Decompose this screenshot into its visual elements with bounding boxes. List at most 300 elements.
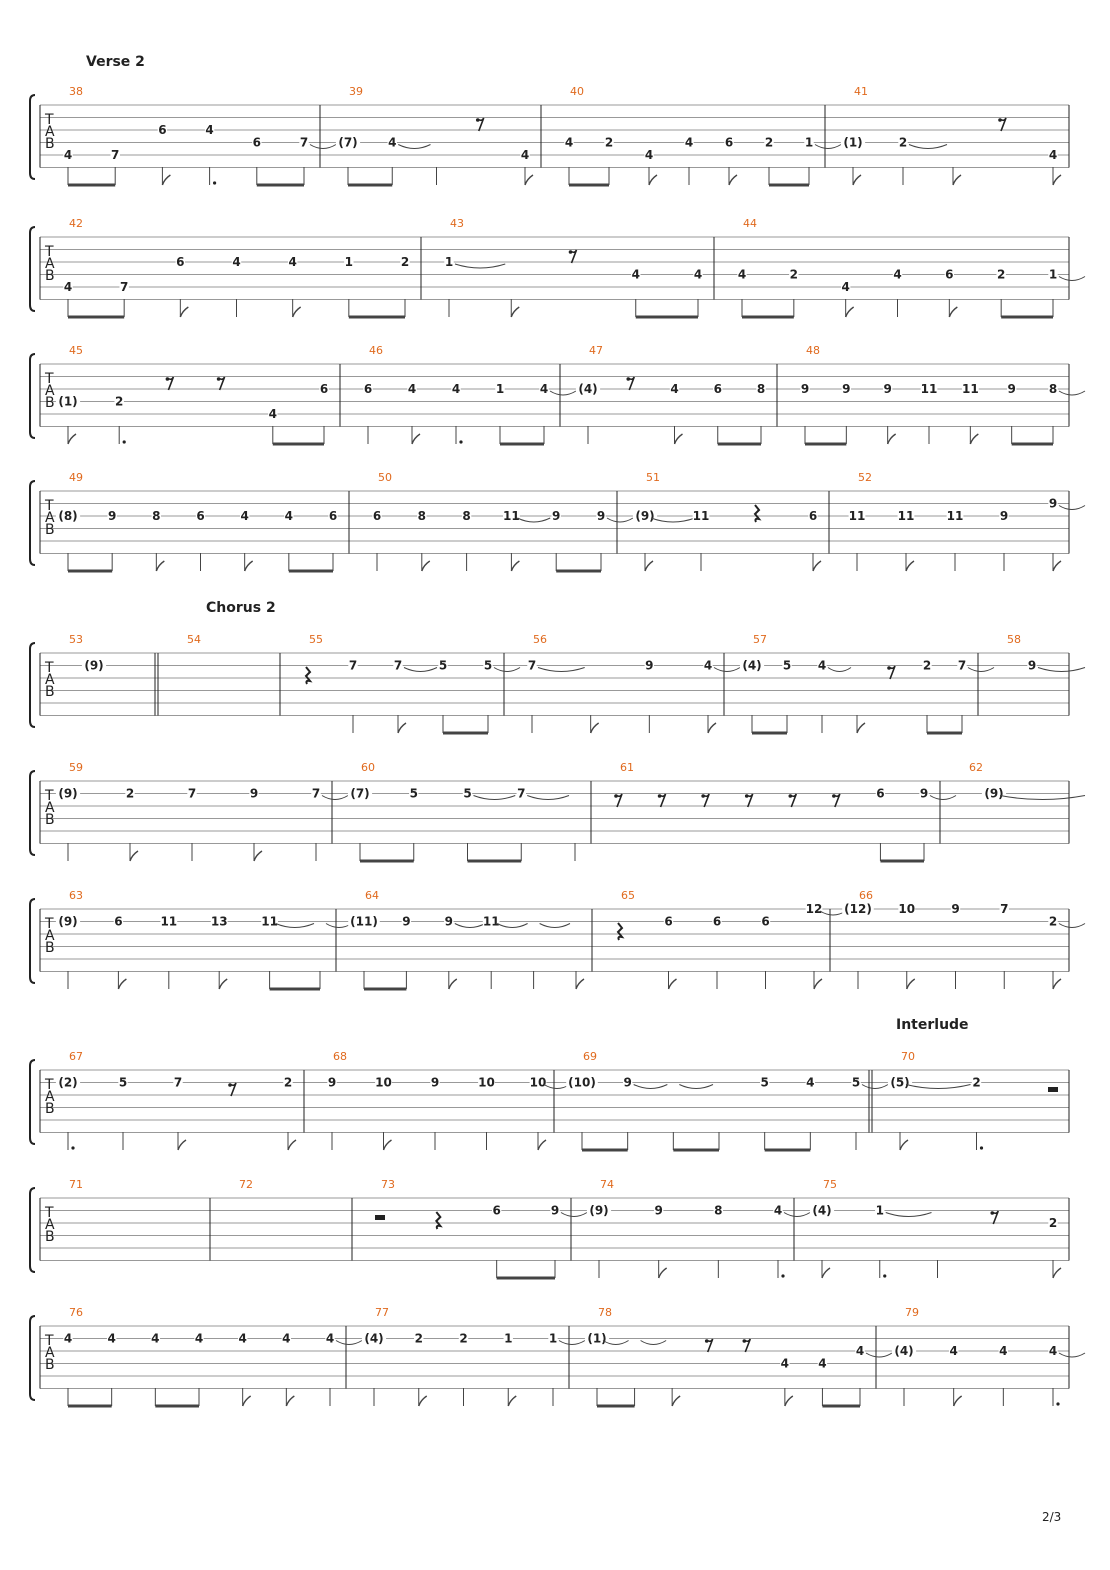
tie-arc [866,1353,892,1357]
fret-number: 6 [176,255,185,269]
measure-number: 43 [450,217,464,230]
fret-number: 5 [463,786,472,801]
tie-arc [322,796,348,800]
measure-number: 58 [1007,633,1021,646]
fret-number: 6 [724,135,734,150]
measure [63,85,336,185]
fret-number: 8 [152,509,161,523]
fret-number: 6 [196,509,205,523]
measure [63,1306,362,1406]
note-flag [669,979,677,989]
fret-number: 4 [806,1075,815,1090]
note-flag [953,175,961,185]
note-flag [511,307,519,317]
staff-row [30,1178,1069,1278]
fret-number: 5 [483,658,493,673]
measure-number: 42 [69,217,83,230]
measure-number: 51 [646,471,660,484]
fret-number: 7 [111,148,120,162]
half-rest [1048,1087,1058,1092]
fret-number: 4 [1048,1344,1058,1358]
eighth-rest-dot [166,377,170,381]
measure-number: 68 [333,1050,347,1063]
fret-number: 11 [848,509,866,523]
note-flag [708,723,716,733]
fret-number: 7 [187,786,197,801]
staff-bracket [30,1316,35,1400]
measure-number: 64 [365,889,379,902]
fret-number: 4 [684,135,694,150]
note-flag [846,307,854,317]
measure-number: 77 [375,1306,389,1319]
measure [737,217,1085,317]
tie-arc [1038,668,1085,672]
tab-clef-letter: T [45,1077,54,1093]
fret-number: 4 [644,148,654,162]
measure [56,344,340,444]
fret-number: 10 [529,1075,547,1090]
fret-number: 9 [249,786,259,801]
fret-number: 6 [761,914,770,929]
fret-number: 4 [773,1203,783,1218]
fret-number: 7 [957,658,967,673]
measure [56,1050,304,1150]
measure [842,889,1085,989]
measure [327,1050,570,1150]
fret-number: 4 [999,1344,1008,1358]
measure [363,344,576,444]
fret-number: 6 [158,123,167,137]
note-flag [178,1140,186,1150]
eighth-rest-dot [228,1083,232,1087]
measure [306,633,520,733]
fret-number: 9 [550,1203,560,1218]
note-flag [949,307,957,317]
measure-number: 76 [69,1306,83,1319]
tab-clef-letter: T [45,371,54,387]
fret-number: (4) [364,1331,384,1346]
fret-number: 4 [703,658,713,673]
fret-number: 6 [114,914,123,929]
tie-arc [455,924,485,928]
fret-number: 12 [805,902,823,916]
fret-number: 1 [444,255,454,269]
fret-number: (4) [894,1344,914,1358]
measure [618,889,846,989]
measure-number: 60 [361,761,375,774]
fret-number: (9) [589,1203,609,1218]
eighth-rest-dot [832,794,836,798]
measure [587,1178,810,1278]
note-flag [1053,979,1061,989]
fret-number: 6 [492,1203,501,1218]
dotted-note-dot [1056,1402,1059,1405]
note-flag [511,561,519,571]
fret-number: (11) [350,914,378,929]
note-flag [243,1396,251,1406]
fret-number: 9 [645,658,654,673]
note-flag [525,175,533,185]
fret-number: (12) [844,902,872,916]
tie-arc [326,924,352,928]
staff-bracket [30,481,35,565]
measure-number: 78 [598,1306,612,1319]
tie-arc [714,668,740,672]
eighth-rest-dot [705,1339,709,1343]
fret-number: 8 [462,509,471,523]
note-flag [822,1268,830,1278]
fret-number: 6 [876,786,885,801]
fret-number: 1 [548,1331,558,1346]
fret-number: 9 [327,1075,337,1090]
fret-number: 9 [1007,382,1016,396]
note-flag [576,979,584,989]
fret-number: 4 [855,1344,865,1358]
fret-number: 7 [348,658,358,673]
staff-bracket [30,1188,35,1272]
eighth-rest-dot [998,118,1002,122]
fret-number: 11 [482,914,500,929]
fret-number: 10 [375,1075,392,1090]
page-number: 2/3 [1042,1510,1062,1524]
note-flag [180,307,188,317]
tie-arc [815,145,841,149]
tab-clef-letter: A [45,1089,55,1105]
fret-number: 1 [875,1203,884,1218]
fret-number: 1 [1048,267,1058,282]
fret-number: (10) [568,1075,596,1090]
tie-arc [679,1085,713,1089]
fret-number: 2 [789,267,799,282]
fret-number: 6 [363,382,373,396]
section-label: Interlude [896,1017,969,1033]
measure-number: 63 [69,889,83,902]
measure [56,471,349,571]
note-flag [729,175,737,185]
fret-number: 2 [764,135,774,150]
note-flag [538,1140,546,1150]
note-flag [675,434,683,444]
fret-number: 4 [407,382,417,396]
fret-number: 8 [714,1203,723,1218]
measure-number: 57 [753,633,767,646]
tab-clef-letter: T [45,660,54,676]
tab-clef-letter: B [45,395,55,411]
tie-arc [909,145,947,149]
tie-arc [561,1213,587,1217]
eighth-rest-dot [742,1339,746,1343]
note-flag [398,723,406,733]
tab-clef-letter: B [45,1357,55,1373]
fret-number: 6 [328,509,338,523]
note-flag [219,979,227,989]
fret-number: 7 [299,135,309,150]
fret-number: 4 [949,1344,958,1358]
staff-row [30,471,1085,571]
measure-number: 55 [309,633,323,646]
note-flag [659,1268,667,1278]
fret-number: 6 [945,267,954,282]
note-flag [162,175,170,185]
fret-number: (4) [742,658,762,673]
measure-number: 59 [69,761,83,774]
fret-number: (4) [578,382,598,396]
measure [849,471,1085,571]
measure [564,85,841,185]
note-flag [286,1396,294,1406]
fret-number: 7 [1000,902,1009,916]
half-rest [375,1215,385,1220]
fret-number: 7 [527,658,537,673]
tab-clef-letter: B [45,940,55,956]
eighth-rest-dot [887,666,891,670]
measure-number: 79 [905,1306,919,1319]
tie-arc [398,145,430,149]
tie-arc [276,924,314,928]
tie-arc [1059,506,1085,510]
fret-number: 11 [692,509,710,523]
note-flag [900,1140,908,1150]
fret-number: 9 [919,786,929,801]
measure-number: 75 [823,1178,837,1191]
tab-clef-letter: B [45,522,55,538]
fret-number: 4 [284,509,294,523]
tie-arc [607,518,633,522]
measure-number: 50 [378,471,392,484]
fret-number: 4 [238,1331,247,1346]
fret-number: 2 [604,135,614,150]
fret-number: 5 [438,658,448,673]
fret-number: 9 [654,1203,663,1218]
fret-number: 9 [951,902,960,916]
measure-number: 72 [239,1178,253,1191]
tie-arc [494,668,520,672]
fret-number: 9 [444,914,453,929]
dotted-note-dot [781,1274,784,1277]
tab-clef-letter: B [45,812,55,828]
dotted-note-dot [71,1146,74,1149]
note-flag [1053,561,1061,571]
tab-clef-letter: A [45,1217,55,1233]
fret-number: 6 [808,509,818,523]
note-flag [857,723,865,733]
fret-number: (9) [84,658,104,673]
measure-number: 56 [533,633,547,646]
eighth-rest-dot [701,794,705,798]
fret-number: 4 [817,658,827,673]
fret-number: 2 [1048,1216,1058,1230]
fret-number: 7 [311,786,321,801]
staff-bracket [30,771,35,855]
fret-number: 4 [1048,148,1058,162]
measure-number: 69 [583,1050,597,1063]
tie-arc [820,911,846,915]
measure [633,471,829,571]
fret-number: 11 [897,509,915,523]
fret-number: 11 [503,509,520,523]
note-flag [254,851,262,861]
fret-number: (7) [350,786,370,801]
measure [614,761,956,861]
section-label: Chorus 2 [206,600,276,616]
fret-number: (9) [58,786,78,801]
staff-bracket [30,899,35,983]
eighth-rest-dot [788,794,792,798]
tab-clef-letter: A [45,672,55,688]
staff-row [30,1306,1085,1406]
tie-arc [930,796,956,800]
tie-arc [310,145,336,149]
tab-clef-letter: T [45,244,54,260]
dotted-note-dot [459,440,462,443]
fret-number: 9 [999,509,1009,523]
measure-number: 45 [69,344,83,357]
fret-number: 1 [495,382,505,396]
fret-number: 4 [240,509,249,523]
fret-number: 9 [402,914,411,929]
fret-number: 5 [851,1075,861,1090]
fret-number: 2 [898,135,908,150]
measure-number: 44 [743,217,757,230]
measure-number: 65 [621,889,635,902]
tab-clef-letter: B [45,684,55,700]
note-flag [449,979,457,989]
staff-bracket [30,354,35,438]
fret-number: 6 [664,914,673,929]
dotted-note-dot [123,440,126,443]
note-flag [288,1140,296,1150]
note-flag [118,979,126,989]
measure-number: 70 [901,1050,915,1063]
tie-arc [517,518,550,522]
staff-row [30,85,1069,185]
fret-number: 4 [63,280,73,294]
fret-number: 2 [972,1075,981,1090]
quarter-rest [618,923,622,940]
fret-number: 4 [268,407,277,421]
note-flag [412,434,420,444]
eighth-rest-dot [745,794,749,798]
fret-number: (9) [635,509,655,523]
measure-number: 61 [620,761,634,774]
tab-clef-letter: B [45,268,55,284]
fret-number: 6 [372,509,382,523]
tie-arc [544,1085,570,1089]
eighth-rest-dot [658,794,662,798]
fret-number: 5 [760,1075,769,1090]
dotted-note-dot [213,181,216,184]
tab-clef-letter: A [45,1345,55,1361]
tie-arc [968,668,994,672]
fret-number: 4 [564,135,574,150]
measure [585,1306,892,1406]
eighth-rest-dot [990,1211,994,1215]
measure [56,761,348,861]
note-flag [293,307,301,317]
tab-clef-letter: A [45,928,55,944]
fret-number: 5 [409,786,418,801]
eighth-rest-dot [626,377,630,381]
measure-number: 53 [69,633,83,646]
fret-number: 8 [1048,382,1058,396]
staff-bracket [30,1060,35,1144]
tie-arc [1059,277,1085,281]
measure-number: 73 [381,1178,395,1191]
tie-arc [527,796,569,800]
note-flag [384,1140,392,1150]
tie-arc [336,1341,362,1345]
fret-number: 10 [478,1075,495,1090]
fret-number: 7 [119,280,129,294]
fret-number: 4 [194,1331,204,1346]
tab-clef-letter: A [45,383,55,399]
fret-number: 9 [883,382,892,396]
tie-arc [497,924,527,928]
measure-number: 52 [858,471,872,484]
fret-number: 9 [1027,658,1037,673]
fret-number: 4 [451,382,461,396]
fret-number: 4 [631,267,640,282]
measure-number: 54 [187,633,201,646]
measure [810,1178,1069,1278]
note-flag [68,434,76,444]
measure [63,217,421,317]
fret-number: 5 [118,1075,128,1090]
tie-arc [634,1085,668,1089]
fret-number: 9 [596,509,606,523]
note-flag [888,434,896,444]
fret-number: 2 [125,786,135,801]
note-flag [1053,1268,1061,1278]
tab-clef-letter: A [45,800,55,816]
quarter-rest [755,505,759,522]
fret-number: 4 [151,1331,160,1346]
fret-number: 8 [756,382,766,396]
tab-clef-letter: A [45,124,55,140]
tab-clef-letter: T [45,498,54,514]
note-flag [970,434,978,444]
measure [348,889,592,989]
tie-arc [455,264,505,268]
fret-number: (7) [338,135,358,150]
fret-number: 1 [804,135,814,150]
tab-clef-letter: T [45,1205,54,1221]
fret-number: (4) [812,1203,832,1218]
fret-number: 4 [818,1356,827,1371]
fret-number: 9 [623,1075,632,1090]
fret-number: 11 [920,382,938,396]
fret-number: 6 [713,382,722,396]
measure-number: 67 [69,1050,83,1063]
note-flag [954,1396,962,1406]
tie-arc [828,668,851,672]
staff-row [30,1050,1069,1150]
measure-number: 62 [969,761,983,774]
tie-arc [1059,391,1085,395]
tie-arc [540,924,570,928]
measure [336,85,541,185]
fret-number: 4 [282,1331,291,1346]
staff-row [30,761,1085,861]
fret-number: 9 [842,382,851,396]
section-label: Verse 2 [86,54,145,70]
note-flag [508,1396,516,1406]
tie-arc [1059,1353,1085,1357]
measure-number: 74 [600,1178,614,1191]
quarter-rest [306,667,310,684]
fret-number: 7 [393,658,403,673]
fret-number: 9 [552,509,561,523]
